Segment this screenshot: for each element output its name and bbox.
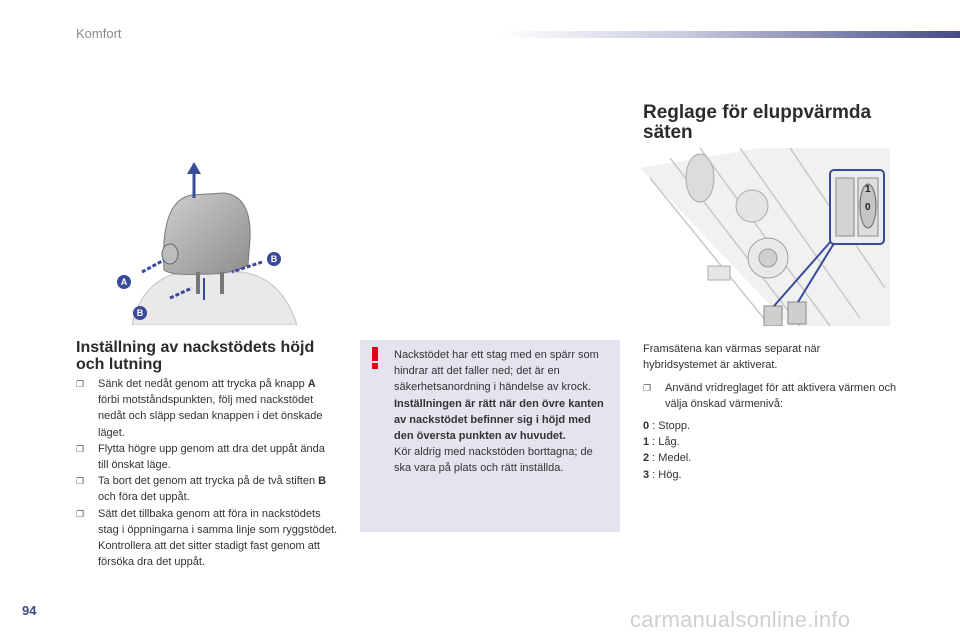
header-gradient-bar — [500, 31, 960, 38]
bullet-marker-icon: ❐ — [76, 508, 85, 519]
callout-a: A — [117, 275, 131, 289]
list-item: ❐ Sänk det nedåt genom att trycka på knapp A förbi motståndspunkten, följ med nackstödet nedåt och släpp sedan knappen i det önskade läget. — [76, 378, 323, 439]
heat-level-item: 3 : Hög. — [643, 468, 682, 481]
headrest-illustration — [112, 160, 302, 325]
watermark: carmanualsonline.info — [630, 607, 851, 632]
dial-label-1: 1 — [865, 184, 871, 195]
list-item: ❐ Ta bort det genom att trycka på de två stiften B och föra det uppåt. — [76, 475, 327, 504]
bullet-marker-icon: ❐ — [76, 379, 85, 389]
headrest-heading: Inställning av nackstödets höjd och lutning — [76, 339, 315, 373]
warning-exclamation-icon — [369, 347, 381, 369]
callout-b-right: B — [267, 252, 281, 266]
heat-levels-list — [643, 418, 691, 483]
note-paragraph-1: Nackstödet har ett stag med en spärr som hindrar att det faller ned; det är en säkerhetsanordning i händelse av krock. — [394, 349, 599, 394]
list-item: ❐ Sätt det tillbaka genom att föra in nackstödets stag i öppningarna i samma linje som ryggstödet. Kontrollera att det sitter stadigt fast genom att försöka dra det uppåt. — [76, 507, 338, 569]
heated-seats-steps-list — [643, 380, 905, 412]
heat-level-item: 0 : Stopp. — [643, 420, 691, 432]
note-text — [394, 347, 608, 477]
page-number: 94 — [22, 603, 37, 618]
section-title: Komfort — [76, 26, 122, 41]
heat-level-item: 2 : Medel. — [643, 452, 692, 465]
bullet-marker-icon: ❐ — [76, 476, 85, 487]
bullet-marker-icon: ❐ — [76, 443, 85, 454]
dial-label-0: 0 — [865, 202, 871, 213]
heated-seats-intro: Framsätena kan värmas separat när hybridsystemet är aktiverat. — [643, 343, 821, 372]
list-item: ❐ Flytta högre upp genom att dra det uppåt ända till önskat läge. — [76, 442, 325, 472]
bullet-marker-icon: ❐ — [643, 383, 652, 393]
console-illustration — [640, 148, 890, 326]
list-item: ❐ Använd vridreglaget för att aktivera värmen och välja önskad värmenivå: — [643, 382, 897, 411]
note-paragraph-2: Kör aldrig med nackstöden borttagna; de ska vara på plats och rätt inställda. — [394, 446, 593, 475]
callout-b-bottom: B — [133, 306, 147, 320]
note-paragraph-bold: Inställningen är rätt när den övre kanten av nackstödet befinner sig i höjd med den översta punkten av huvudet. — [394, 397, 604, 443]
headrest-steps-list — [76, 376, 338, 570]
heat-level-item: 1 : Låg. — [643, 436, 680, 449]
heated-seats-heading: Reglage för eluppvärmda säten — [643, 102, 872, 143]
